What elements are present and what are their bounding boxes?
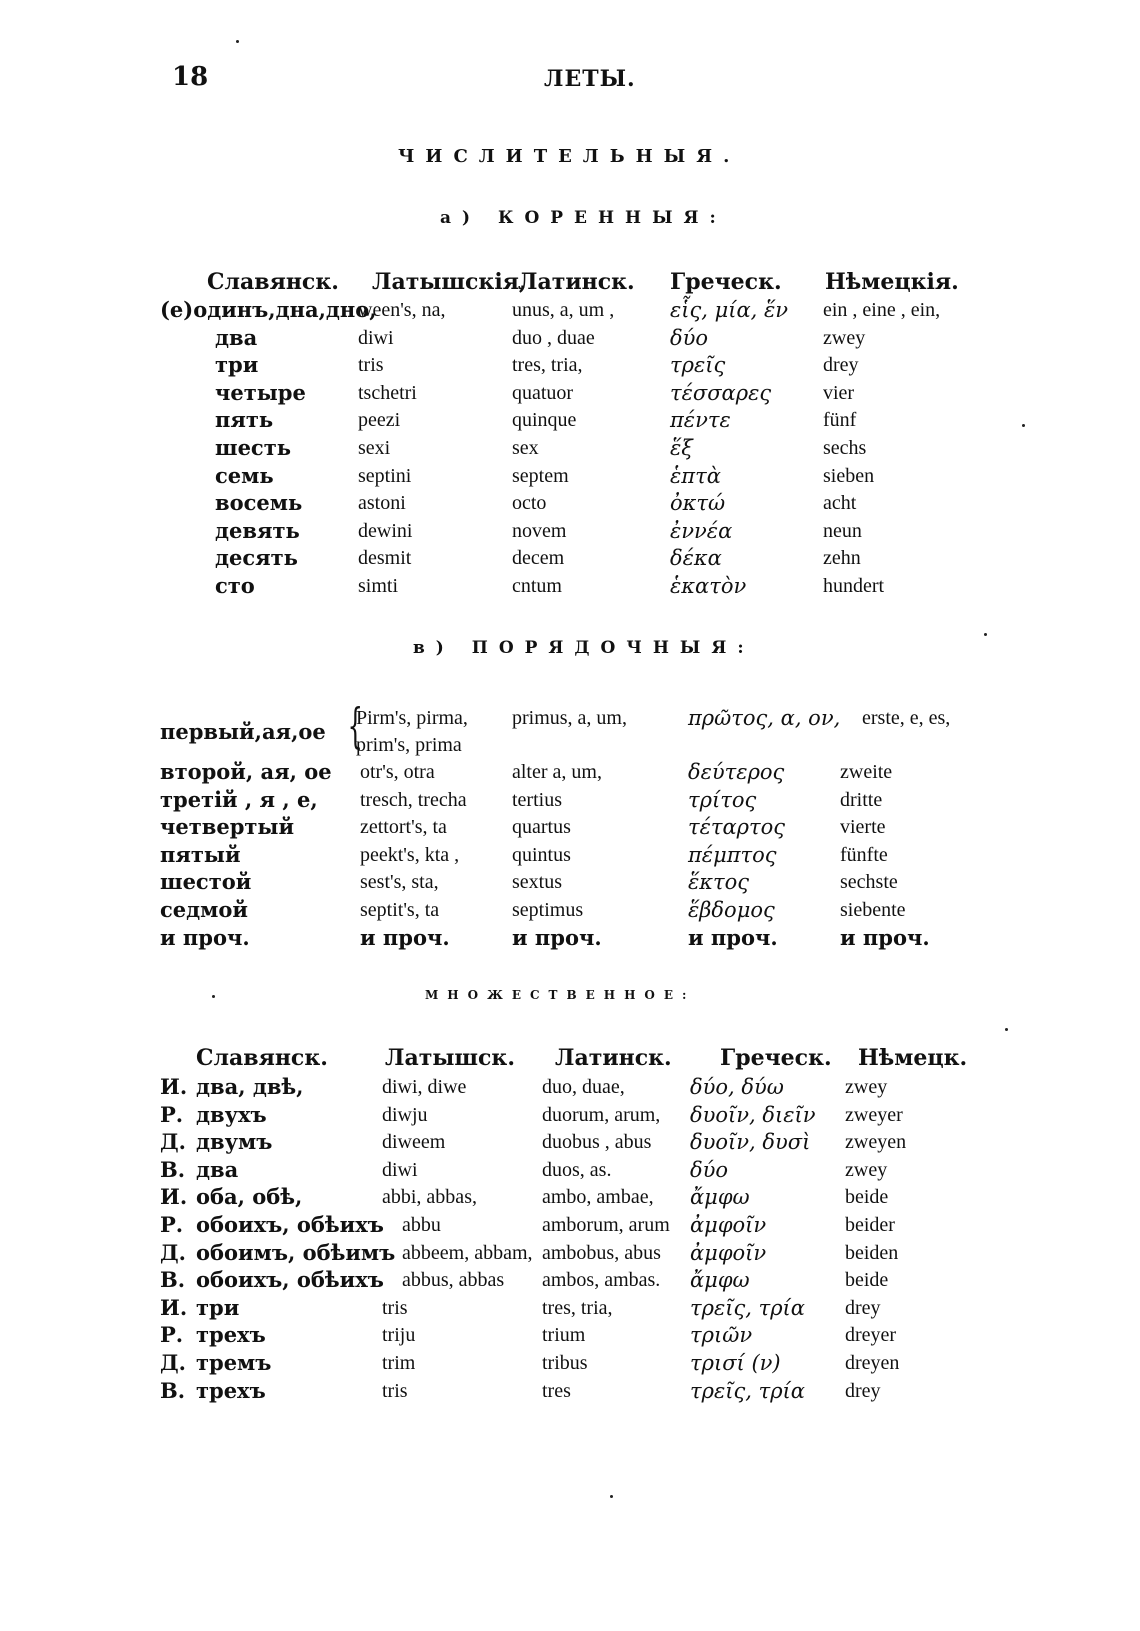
cardinal-german: ein , eine , ein, <box>823 299 941 321</box>
cardinal-latin: quinque <box>512 409 577 431</box>
ordinal-german: и проч. <box>840 925 930 950</box>
plural-greek: τρεῖς, τρία <box>690 1296 805 1320</box>
plural-latvian: abbu <box>402 1214 441 1236</box>
plural-slavonic: двухъ <box>196 1102 267 1127</box>
ordinal-slavonic: и проч. <box>160 925 250 950</box>
ordinal-first-de: erste, e, es, <box>862 707 951 729</box>
plural-german: drey <box>845 1380 881 1402</box>
cardinal-slavonic: три <box>215 352 259 377</box>
speck <box>984 633 987 636</box>
ordinal-greek: τρίτος <box>688 788 757 812</box>
plural-latin: tres <box>542 1380 571 1402</box>
cardinal-greek: ἕξ <box>670 436 693 460</box>
cardinal-german: sieben <box>823 465 875 487</box>
ordinal-latvian: sest's, sta, <box>360 871 439 893</box>
ordinal-latin: sextus <box>512 871 562 893</box>
ordinal-slavonic: второй, ая, ое <box>160 759 332 784</box>
plural-latin: duorum, arum, <box>542 1104 661 1126</box>
ordinal-greek: ἕβδομος <box>688 898 775 922</box>
plural-latin: ambo, ambae, <box>542 1186 654 1208</box>
cardinal-greek: εἷς, μία, ἕν <box>670 298 789 322</box>
ordinal-german: siebente <box>840 899 906 921</box>
cardinal-latin: novem <box>512 520 567 542</box>
plural-german: dreyen <box>845 1352 900 1374</box>
cardinal-header-latin: Латинск. <box>518 269 635 295</box>
cardinal-german: acht <box>823 492 857 514</box>
plural-latin: duos, as. <box>542 1159 612 1181</box>
cardinal-german: fünf <box>823 409 857 431</box>
cardinal-slavonic: два <box>215 325 258 350</box>
speck <box>212 995 215 998</box>
cardinal-latvian: diwi <box>358 327 394 349</box>
cardinal-latin: quatuor <box>512 382 574 404</box>
ordinal-greek: и проч. <box>688 925 778 950</box>
cardinal-greek: ἑπτὰ <box>670 464 721 488</box>
ordinal-heading: в) ПОРЯДОЧНЫЯ: <box>413 638 755 658</box>
ordinal-german: vierte <box>840 816 886 838</box>
cardinal-slavonic: шесть <box>215 435 291 460</box>
plural-case: Д. <box>160 1240 186 1265</box>
ordinal-latvian: peekt's, kta , <box>360 844 460 866</box>
page-number: 18 <box>172 62 209 92</box>
cardinal-slavonic: восемь <box>215 490 303 515</box>
cardinal-german: drey <box>823 354 859 376</box>
plural-case: В. <box>160 1378 186 1403</box>
cardinal-german: sechs <box>823 437 867 459</box>
ordinal-latin: tertius <box>512 789 562 811</box>
plural-header-slavonic: Славянск. <box>196 1045 328 1071</box>
speck <box>1005 1028 1008 1031</box>
plural-case: Д. <box>160 1350 186 1375</box>
plural-latvian: diwju <box>382 1104 428 1126</box>
cardinal-latvian: peezi <box>358 409 401 431</box>
ordinal-greek: ἕκτος <box>688 870 750 894</box>
plural-german: drey <box>845 1297 881 1319</box>
ordinal-slavonic: четвертый <box>160 814 295 839</box>
plural-german: dreyer <box>845 1324 897 1346</box>
cardinal-latin: octo <box>512 492 547 514</box>
ordinal-german: sechste <box>840 871 898 893</box>
plural-header-latvian: Латышск. <box>385 1045 515 1071</box>
plural-latin: ambos, ambas. <box>542 1269 661 1291</box>
ordinal-greek: δεύτερος <box>688 760 785 784</box>
ordinal-slavonic: шестой <box>160 869 252 894</box>
cardinal-slavonic: четыре <box>215 380 306 405</box>
plural-case: В. <box>160 1157 186 1182</box>
plural-case: Д. <box>160 1129 186 1154</box>
cardinal-german: vier <box>823 382 855 404</box>
ordinal-german: fünfte <box>840 844 888 866</box>
cardinal-greek: ἐννέα <box>670 519 733 543</box>
plural-latin: trium <box>542 1324 586 1346</box>
cardinal-latvian: sexi <box>358 437 391 459</box>
plural-german: beide <box>845 1186 889 1208</box>
plural-greek: δύο <box>690 1158 729 1182</box>
ordinal-slavonic: пятый <box>160 842 241 867</box>
cardinal-german: hundert <box>823 575 885 597</box>
plural-greek: τρισί (ν) <box>690 1351 781 1375</box>
speck <box>610 1495 613 1498</box>
plural-latvian: abbi, abbas, <box>382 1186 477 1208</box>
plural-latin: duobus , abus <box>542 1131 652 1153</box>
plural-case: И. <box>160 1184 188 1209</box>
cardinal-header-latvian: Латышскія, <box>372 269 527 295</box>
cardinal-slavonic: пять <box>215 407 274 432</box>
cardinal-slavonic: сто <box>215 573 255 598</box>
plural-case: Р. <box>160 1322 184 1347</box>
ordinal-latvian: septit's, ta <box>360 899 440 921</box>
cardinal-german: zwey <box>823 327 866 349</box>
section-title: ЧИСЛИТЕЛЬНЫЯ. <box>398 146 741 167</box>
plural-latvian: abbus, abbas <box>402 1269 505 1291</box>
ordinal-greek: τέταρτος <box>688 815 786 839</box>
cardinal-greek: τέσσαρες <box>670 381 772 405</box>
plural-latin: duo, duae, <box>542 1076 625 1098</box>
plural-latvian: diwi, diwe <box>382 1076 467 1098</box>
plural-greek: τριῶν <box>690 1323 753 1347</box>
cardinal-latin: decem <box>512 547 565 569</box>
cardinal-greek: δύο <box>670 326 709 350</box>
cardinal-slavonic: (е)одинъ,дна,дно, <box>160 297 377 322</box>
ordinal-latin: alter a, um, <box>512 761 602 783</box>
plural-slavonic: обоихъ, обѣихъ <box>196 1267 384 1292</box>
cardinal-latin: sex <box>512 437 539 459</box>
plural-slavonic: тремъ <box>196 1350 272 1375</box>
ordinal-first-lv2: prim's, prima <box>356 734 462 756</box>
running-head: ЛЕТЫ. <box>544 66 636 92</box>
ordinal-slavonic: третій , я , е, <box>160 787 318 812</box>
ordinal-latin: quartus <box>512 816 571 838</box>
plural-slavonic: обоимъ, обѣимъ <box>196 1240 396 1265</box>
plural-slavonic: трехъ <box>196 1322 266 1347</box>
speck <box>1022 424 1025 427</box>
cardinal-latvian: astoni <box>358 492 406 514</box>
cardinal-latvian: tschetri <box>358 382 417 404</box>
brace-icon: { <box>347 698 363 754</box>
ordinal-greek: πέμπτος <box>688 843 777 867</box>
plural-case: В. <box>160 1267 186 1292</box>
cardinal-latvian: simti <box>358 575 399 597</box>
plural-slavonic: двумъ <box>196 1129 273 1154</box>
plural-greek: ἀμφοῖν <box>690 1241 767 1265</box>
plural-case: Р. <box>160 1212 184 1237</box>
plural-latin: ambobus, abus <box>542 1242 661 1264</box>
plural-german: zwey <box>845 1159 888 1181</box>
cardinal-latin: cntum <box>512 575 562 597</box>
plural-greek: ἀμφοῖν <box>690 1213 767 1237</box>
cardinal-heading: а) КОРЕННЫЯ: <box>440 208 727 228</box>
ordinal-first-la: primus, a, um, <box>512 707 627 729</box>
plural-slavonic: два, двѣ, <box>196 1074 304 1099</box>
ordinal-first-lv1: Pirm's, pirma, <box>356 707 468 729</box>
cardinal-german: neun <box>823 520 862 542</box>
cardinal-latvian: desmit <box>358 547 412 569</box>
plural-german: zwey <box>845 1076 888 1098</box>
plural-latvian: abbeem, abbam, <box>402 1242 533 1264</box>
plural-german: zweyer <box>845 1104 903 1126</box>
plural-latvian: tris <box>382 1297 408 1319</box>
cardinal-latvian: dewini <box>358 520 413 542</box>
plural-german: beiden <box>845 1242 899 1264</box>
ordinal-first-gr: πρῶτος, α, ον, <box>688 706 841 730</box>
ordinal-german: dritte <box>840 789 883 811</box>
plural-greek: δυοῖν, δυσὶ <box>690 1130 811 1154</box>
plural-latin: tres, tria, <box>542 1297 613 1319</box>
plural-slavonic: три <box>196 1295 240 1320</box>
ordinal-latvian: zettort's, ta <box>360 816 447 838</box>
cardinal-latin: septem <box>512 465 569 487</box>
cardinal-greek: τρεῖς <box>670 353 726 377</box>
ordinal-slavonic: седмой <box>160 897 248 922</box>
plural-latin: amborum, arum <box>542 1214 670 1236</box>
plural-german: zweyen <box>845 1131 907 1153</box>
plural-header-latin: Латинск. <box>555 1045 672 1071</box>
plural-heading: МНОЖЕСТВЕННОЕ: <box>425 988 696 1002</box>
plural-case: И. <box>160 1074 188 1099</box>
plural-latvian: trim <box>382 1352 416 1374</box>
plural-greek: τρεῖς, τρία <box>690 1379 805 1403</box>
plural-header-greek: Греческ. <box>720 1045 832 1071</box>
ordinal-latin: quintus <box>512 844 571 866</box>
speck <box>236 40 239 43</box>
cardinal-latin: unus, a, um , <box>512 299 615 321</box>
plural-case: И. <box>160 1295 188 1320</box>
plural-greek: ἄμφω <box>690 1268 750 1292</box>
ordinal-first-ru: первый,ая,ое <box>160 719 326 744</box>
ordinal-german: zweite <box>840 761 893 783</box>
ordinal-latvian: tresch, trecha <box>360 789 467 811</box>
cardinal-latvian: tris <box>358 354 384 376</box>
plural-case: Р. <box>160 1102 184 1127</box>
plural-latvian: diwi <box>382 1159 418 1181</box>
plural-greek: δύο, δύω <box>690 1075 784 1099</box>
plural-slavonic: два <box>196 1157 239 1182</box>
cardinal-header-slavonic: Славянск. <box>207 269 339 295</box>
ordinal-latvian: и проч. <box>360 925 450 950</box>
cardinal-slavonic: девять <box>215 518 300 543</box>
ordinal-latin: septimus <box>512 899 584 921</box>
cardinal-header-greek: Греческ. <box>670 269 782 295</box>
cardinal-german: zehn <box>823 547 861 569</box>
plural-slavonic: трехъ <box>196 1378 266 1403</box>
cardinal-slavonic: семь <box>215 463 274 488</box>
cardinal-latin: tres, tria, <box>512 354 583 376</box>
plural-slavonic: обоихъ, обѣихъ <box>196 1212 384 1237</box>
cardinal-greek: ἑκατὸν <box>670 574 747 598</box>
cardinal-greek: ὀκτώ <box>670 491 726 515</box>
cardinal-greek: πέντε <box>670 408 731 432</box>
ordinal-latin: и проч. <box>512 925 602 950</box>
plural-german: beider <box>845 1214 895 1236</box>
plural-slavonic: оба, обѣ, <box>196 1184 303 1209</box>
plural-header-german: Нѣмецк. <box>858 1045 968 1071</box>
plural-latin: tribus <box>542 1352 588 1374</box>
plural-greek: δυοῖν, διεῖν <box>690 1103 816 1127</box>
cardinal-slavonic: десять <box>215 545 298 570</box>
ordinal-latvian: otr's, otra <box>360 761 435 783</box>
plural-german: beide <box>845 1269 889 1291</box>
plural-latvian: tris <box>382 1380 408 1402</box>
cardinal-header-german: Нѣмецкія. <box>825 269 959 295</box>
cardinal-greek: δέκα <box>670 546 722 570</box>
plural-greek: ἄμφω <box>690 1185 750 1209</box>
cardinal-latvian: ween's, na, <box>358 299 446 321</box>
cardinal-latin: duo , duae <box>512 327 595 349</box>
plural-latvian: triju <box>382 1324 416 1346</box>
cardinal-latvian: septini <box>358 465 412 487</box>
plural-latvian: diweem <box>382 1131 446 1153</box>
